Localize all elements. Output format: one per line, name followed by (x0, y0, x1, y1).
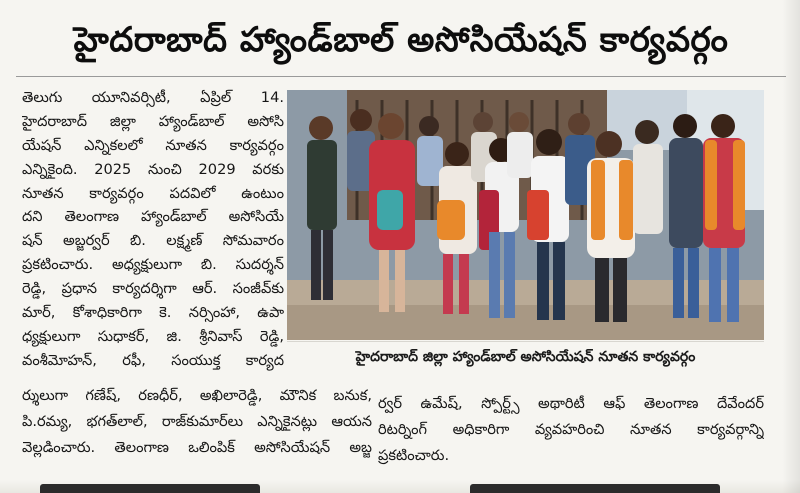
body-line: ఎన్నికైంది. 2025 నుంచి 2029 వరకు (22, 160, 284, 178)
article-body-left (22, 86, 284, 373)
body-line: మార్, కోశాధికారిగా కె. నర్సింహా, ఉపా (22, 304, 284, 322)
article-headline: హైదరాబాద్ హ్యాండ్‌బాల్ అసోసియేషన్ కార్యవర్గం (73, 20, 729, 60)
body-line: రిటర్నింగ్ అధికారిగా వ్యవహరించి నూతన కార్యవర్గాన్ని (378, 421, 764, 438)
body-line: ప్రకటించారు. (378, 447, 450, 464)
body-line: షన్ అబ్జర్వర్ బి. లక్ష్మణ్ సోమవారం (22, 232, 284, 250)
group-photo-illustration (287, 90, 764, 340)
body-line: యేషన్ ఎన్నికలలో నూతన కార్యవర్గం (22, 136, 284, 154)
article-body-wide (22, 383, 372, 461)
page-edge-shadow (782, 0, 800, 493)
body-line: ర్శులుగా గణేష్, రణధీర్, అఖిలారెడ్డి, మౌనిక బనుక, (22, 387, 372, 404)
headline-rule (16, 76, 786, 77)
cut-off-heading-fragment (470, 484, 720, 493)
body-line: వంశీమోహన్, రఫీ, సంయుక్త కార్యద (22, 351, 284, 369)
body-line: ప్రకటించారు. అధ్యక్షులుగా బి. సుదర్శన్ (22, 256, 284, 274)
body-line: రెడ్డి, ప్రధాన కార్యదర్శిగా ఆర్. సంజీవ్‌కు (22, 280, 284, 298)
article-body-right (378, 391, 764, 469)
cut-off-heading-fragment (40, 484, 260, 493)
body-line: దని తెలంగాణ హ్యాండ్‌బాల్ అసోసియే (22, 208, 284, 226)
photo-caption: హైదరాబాద్ జిల్లా హ్యాండ్‌బాల్ అసోసియేషన్ నూతన కార్యవర్గం (355, 349, 696, 365)
body-line: వెల్లడించారు. తెలంగాణ ఒలింపిక్ అసోసియేషన్ అబ్జ (22, 439, 372, 456)
body-line: పి.రమ్య, భగత్‌లాల్, రాజ్‌కుమార్‌లు ఎన్నికైనట్లు ఆయన (22, 413, 372, 430)
body-line: తెలుగు యూనివర్సిటీ, ఏప్రిల్ 14. (22, 89, 284, 106)
body-line: ధ్యక్షులుగా సుధాకర్, జి. శ్రీనివాస్ రెడ్డి, (22, 327, 284, 345)
photo-caption-bar (287, 341, 764, 372)
body-line: హైదరాబాద్ జిల్లా హ్యాండ్‌బాల్ అసోసి (22, 112, 284, 130)
body-line: ర్వర్ ఉమేష్, స్పోర్ట్స్ అథారిటీ ఆఫ్ తెలంగాణ దేవేందర్ (378, 395, 764, 412)
group-photo (287, 90, 764, 340)
body-line: నూతన కార్యవర్గం పదవిలో ఉంటుం (22, 184, 284, 202)
